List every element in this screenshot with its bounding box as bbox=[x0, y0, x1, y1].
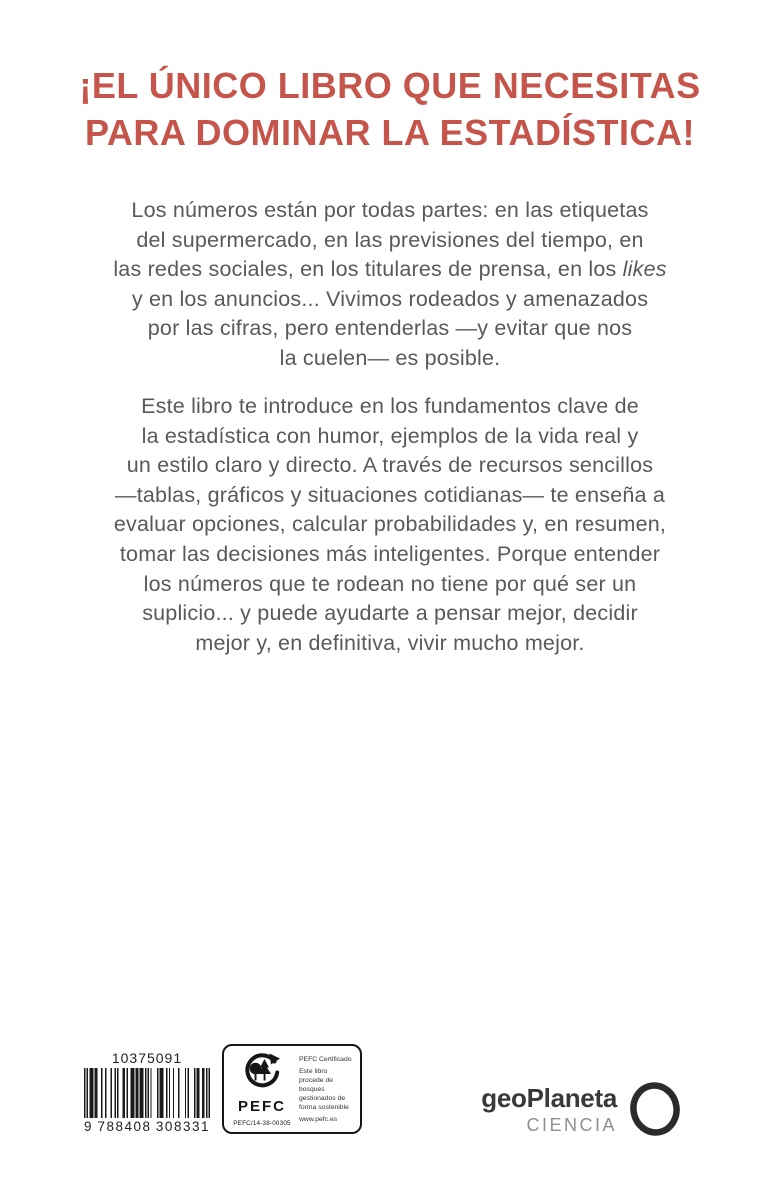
headline-line-2: PARA DOMINAR LA ESTADÍSTICA! bbox=[85, 112, 695, 153]
synopsis-paragraph-2 bbox=[40, 392, 740, 658]
pefc-cert-code: PEFC/14-38-00305 bbox=[233, 1120, 291, 1127]
pefc-description: Este libro procede de bosques gestionados de forma sostenible bbox=[299, 1067, 349, 1112]
paragraph-line: y en los anuncios... Vivimos rodeados y amenazados bbox=[131, 286, 649, 311]
pefc-trees-recycle-icon bbox=[242, 1052, 282, 1092]
pefc-website: www.pefc.es bbox=[299, 1115, 338, 1123]
barcode-bars-icon bbox=[84, 1068, 210, 1118]
barcode-top-number: 10375091 bbox=[111, 1050, 183, 1066]
paragraph-line: la estadística con humor, ejemplos de la vida real y bbox=[141, 423, 639, 448]
paragraph-line bbox=[40, 255, 740, 285]
paragraph-line: tomar las decisiones más inteligentes. Porque entender bbox=[119, 541, 661, 566]
paragraph-line: los números que te rodean no tiene por qué ser un bbox=[143, 571, 637, 596]
paragraph-line: evaluar opciones, calcular probabilidades y, en resumen, bbox=[113, 512, 667, 537]
pefc-certified-label: PEFC Certificado bbox=[299, 1056, 352, 1063]
barcode bbox=[84, 1050, 210, 1134]
pefc-right-column bbox=[293, 1052, 353, 1127]
isbn-group: 308331 bbox=[155, 1119, 210, 1134]
hand-drawn-circle-icon bbox=[626, 1080, 684, 1138]
paragraph-line: Los números están por todas partes: en las etiquetas bbox=[131, 198, 649, 222]
headline-line-1: ¡EL ÚNICO LIBRO QUE NECESITAS bbox=[79, 65, 701, 106]
publisher-collection: CIENCIA bbox=[526, 1114, 617, 1135]
italic-word: likes bbox=[622, 257, 667, 282]
publisher-name: geoPlaneta bbox=[481, 1082, 617, 1113]
pefc-left-column bbox=[231, 1052, 293, 1127]
headline bbox=[0, 62, 780, 156]
paragraph-line: —tablas, gráficos y situaciones cotidianas— te enseña a bbox=[115, 482, 665, 507]
publisher-logo bbox=[481, 1080, 684, 1138]
paragraph-line: por las cifras, pero entenderlas —y evitar que nos bbox=[147, 316, 633, 341]
paragraph-line: suplicio... y puede ayudarte a pensar mejor, decidir bbox=[142, 601, 638, 626]
paragraph-line: del supermercado, en las previsiones del tiempo, en bbox=[136, 227, 644, 252]
publisher-text bbox=[481, 1082, 617, 1135]
pefc-wordmark: PEFC bbox=[237, 1097, 286, 1115]
synopsis-paragraph-1 bbox=[40, 196, 740, 374]
pefc-certification-label bbox=[222, 1044, 362, 1134]
paragraph-line: un estilo claro y directo. A través de recursos sencillos bbox=[126, 453, 654, 478]
barcode-isbn-digits bbox=[84, 1119, 210, 1134]
paragraph-text: las redes sociales, en los titulares de prensa, en los bbox=[113, 257, 623, 282]
isbn-group: 9 bbox=[84, 1119, 94, 1134]
paragraph-line: mejor y, en definitiva, vivir mucho mejor. bbox=[195, 630, 585, 655]
paragraph-line: Este libro te introduce en los fundamentos clave de bbox=[141, 394, 639, 418]
paragraph-line: la cuelen— es posible. bbox=[279, 345, 501, 370]
isbn-group: 788408 bbox=[97, 1119, 152, 1134]
